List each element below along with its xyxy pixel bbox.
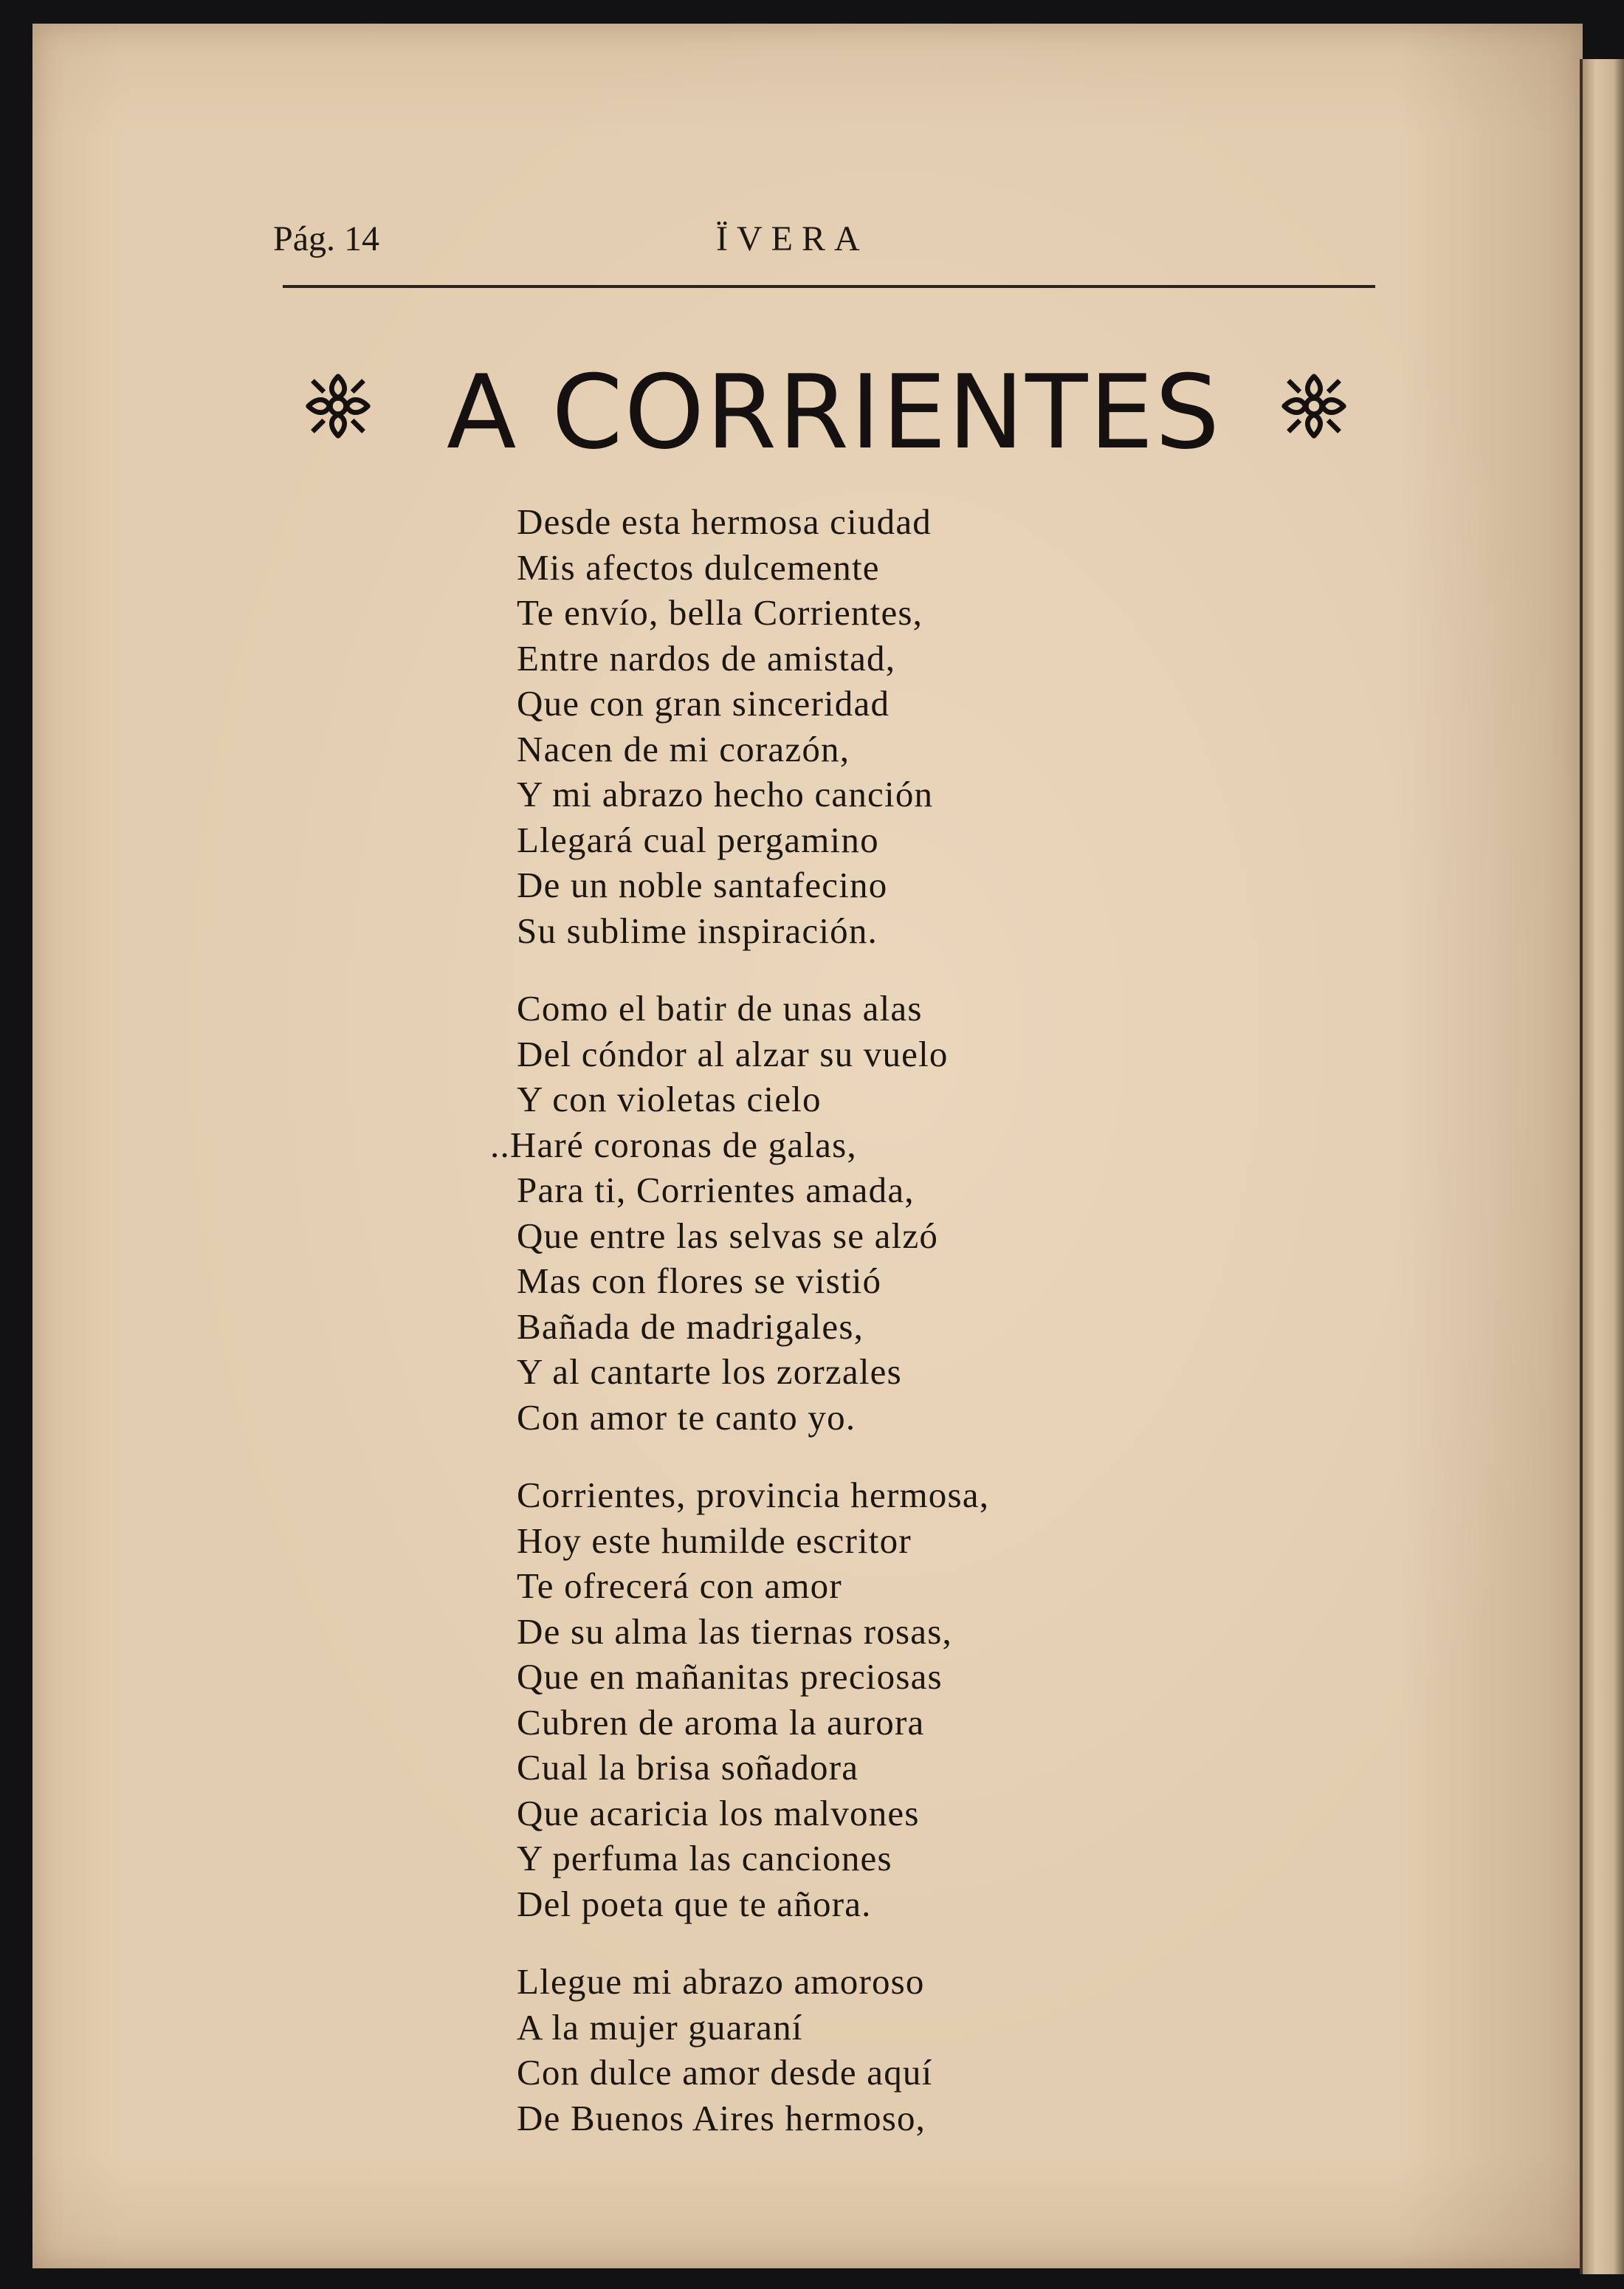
poem-line: De su alma las tiernas rosas,	[517, 1610, 952, 1652]
running-title: ÏVERA	[716, 219, 869, 258]
poem-line: Llegue mi abrazo amoroso	[517, 1961, 925, 2002]
header-rule	[283, 285, 1375, 288]
poem-line: Que con gran sinceridad	[517, 683, 890, 724]
poem-line: Mis afectos dulcemente	[517, 546, 880, 588]
poem-line: Desde esta hermosa ciudad	[517, 501, 932, 542]
poem-line: Nacen de mi corazón,	[517, 728, 850, 769]
poem-line: Y perfuma las canciones	[517, 1838, 892, 1878]
quatrefoil-ornament-icon	[1279, 371, 1349, 442]
poem-line: Entre nardos de amistad,	[517, 637, 896, 679]
poem-stanza	[490, 986, 989, 1440]
poem-line: Y con violetas cielo	[517, 1079, 822, 1119]
poem-line: Llegará cual pergamino	[517, 819, 879, 860]
poem-line: Te ofrecerá con amor	[517, 1565, 842, 1606]
book-spine	[1580, 59, 1624, 2274]
poem-stanza	[517, 499, 989, 953]
poem-title: A CORRIENTES	[447, 353, 1222, 472]
poem-body	[490, 499, 990, 2173]
poem-line: Del cóndor al alzar su vuelo	[517, 1033, 949, 1074]
poem-line: Para ti, Corrientes amada,	[517, 1170, 915, 1210]
poem-line: Que en mañanitas preciosas	[517, 1656, 943, 1697]
poem-line: Te envío, bella Corrientes,	[517, 592, 923, 633]
poem-line: Del poeta que te añora.	[517, 1883, 872, 1924]
poem-line: Cubren de aroma la aurora	[517, 1701, 925, 1743]
poem-line: Con amor te canto yo.	[517, 1396, 856, 1438]
poem-line: Cual la brisa soñadora	[517, 1747, 859, 1788]
poem-line: Mas con flores se vistió	[517, 1260, 882, 1301]
poem-line: Bañada de madrigales,	[517, 1305, 864, 1347]
poem-stanza	[517, 1959, 989, 2141]
poem-line: A la mujer guaraní	[517, 2006, 803, 2048]
poem-line: Y mi abrazo hecho canción	[517, 774, 934, 814]
poem-line: De un noble santafecino	[517, 865, 888, 905]
poem-title-row	[303, 347, 1351, 472]
quatrefoil-ornament-icon	[303, 371, 374, 442]
poem-line: Hoy este humilde escritor	[517, 1520, 912, 1561]
poem-line: Que entre las selvas se alzó	[517, 1215, 939, 1256]
page-number: Pág. 14	[273, 219, 379, 258]
poem-line: Su sublime inspiración.	[517, 910, 878, 951]
poem-line: De Buenos Aires hermoso,	[517, 2097, 926, 2138]
poem-line: Y al cantarte los zorzales	[517, 1351, 902, 1392]
poem-line: Con dulce amor desde aquí	[517, 2052, 933, 2093]
poem-line: ..Haré coronas de galas,	[490, 1124, 857, 1165]
poem-line: Como el batir de unas alas	[517, 988, 923, 1029]
poem-line: Que acaricia los malvones	[517, 1792, 920, 1833]
poem-stanza	[517, 1472, 989, 1926]
poem-line: Corrientes, provincia hermosa,	[517, 1475, 990, 1515]
